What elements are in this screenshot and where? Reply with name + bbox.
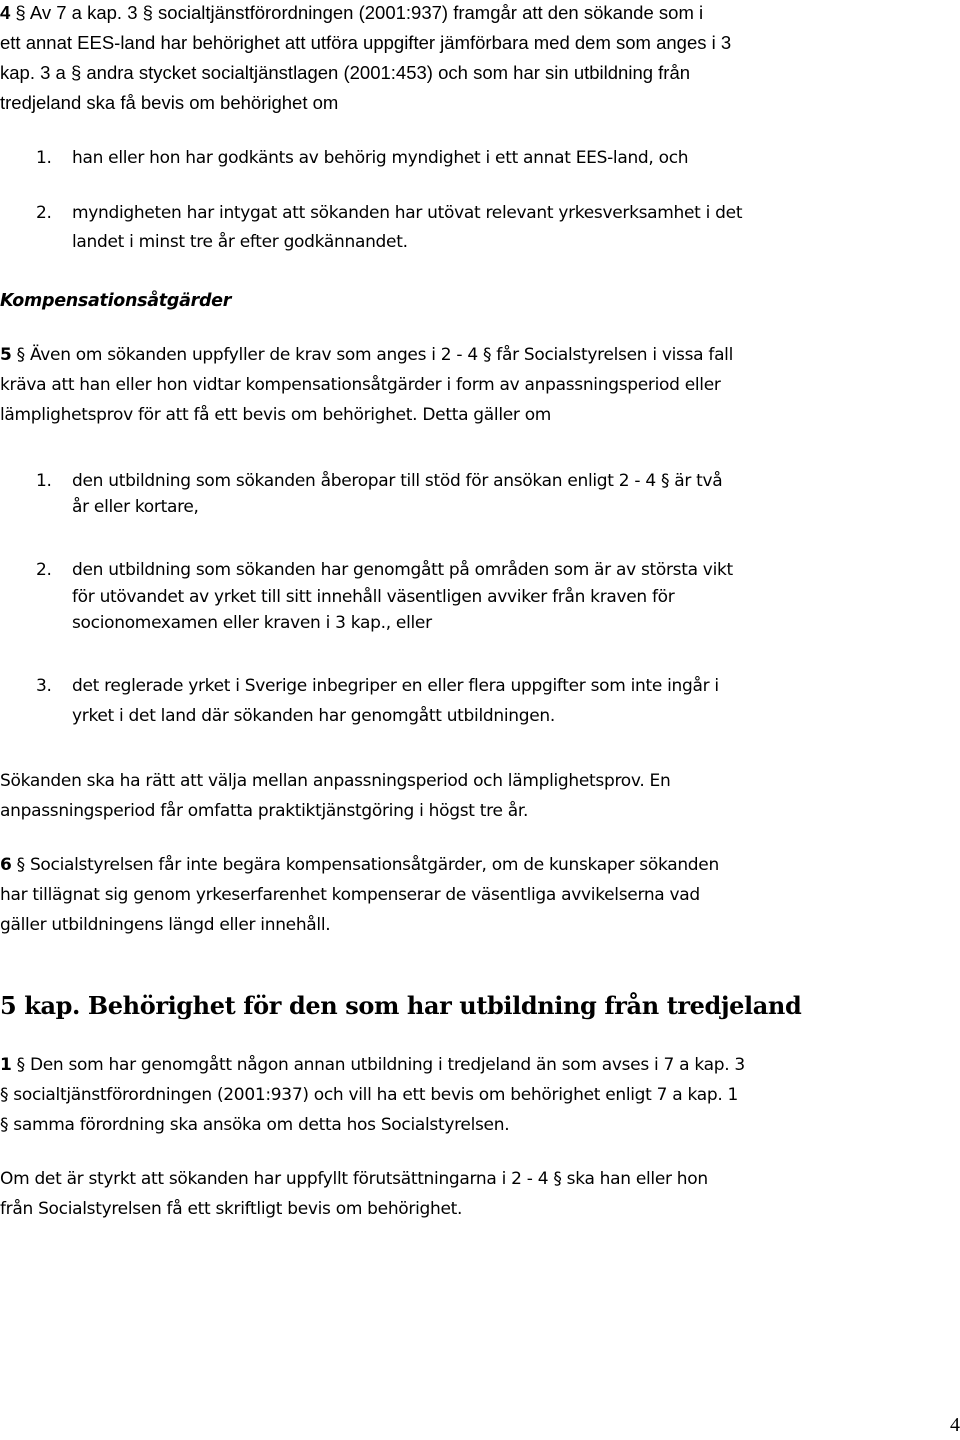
text-line: ett annat EES-land har behörighet att utföra uppgifter jämförbara med dem som anges i 3 — [0, 32, 732, 53]
text-line: från Socialstyrelsen få ett skriftligt bevis om behörighet. — [0, 1199, 463, 1219]
section-number: 5 — [0, 345, 12, 365]
text-line: har tillägnat sig genom yrkeserfarenhet kompenserar de väsentliga avvikelserna vad — [0, 885, 700, 905]
chapter-heading: 5 kap. Behörighet för den som har utbildning från tredjeland — [0, 991, 802, 1020]
text-line: kräva att han eller hon vidtar kompensationsåtgärder i form av anpassningsperiod eller — [0, 375, 721, 395]
section-number: 6 — [0, 855, 12, 875]
list-number: 1. — [36, 471, 52, 491]
text-line: han eller hon har godkänts av behörig myndighet i ett annat EES-land, och — [72, 148, 689, 168]
last-paragraph — [0, 1164, 800, 1224]
text-line: lämplighetsprov för att få ett bevis om behörighet. Detta gäller om — [0, 405, 552, 425]
text-line: 5 § Även om sökanden uppfyller de krav som anges i 2 - 4 § får Socialstyrelsen i vissa fall — [0, 345, 734, 365]
list-number: 1. — [36, 148, 52, 168]
text-line: yrket i det land där sökanden har genomgått utbildningen. — [72, 706, 555, 726]
text-line: kap. 3 a § andra stycket socialtjänstlagen (2001:453) och som har sin utbildning från — [0, 62, 691, 83]
paragraph-5 — [0, 340, 800, 430]
text-line: myndigheten har intygat att sökanden har utövat relevant yrkesverksamhet i det — [72, 203, 743, 223]
list-number: 2. — [36, 560, 52, 580]
text-line: den utbildning som sökanden har genomgått på områden som är av största vikt — [72, 560, 733, 580]
text-line: år eller kortare, — [72, 497, 199, 517]
text-line: för utövandet av yrket till sitt innehåll väsentligen avviker från kraven för — [72, 586, 675, 607]
paragraph-6 — [0, 850, 800, 940]
list-number: 2. — [36, 203, 52, 223]
text-line: 6 § Socialstyrelsen får inte begära kompensationsåtgärder, om de kunskaper sökanden — [0, 855, 719, 875]
text-line: Sökanden ska ha rätt att välja mellan anpassningsperiod och lämplighetsprov. En — [0, 771, 671, 791]
section-number: 4 — [0, 2, 11, 23]
text-line: § socialtjänstförordningen (2001:937) och vill ha ett bevis om behörighet enligt 7 a kap. 1 — [0, 1085, 739, 1105]
text-line: den utbildning som sökanden åberopar till stöd för ansökan enligt 2 - 4 § är två — [72, 471, 723, 491]
intro-paragraph — [0, 0, 800, 118]
paragraph-1 — [0, 1050, 800, 1140]
text-line: gäller utbildningens längd eller innehåll. — [0, 915, 331, 935]
section-heading: Kompensationsåtgärder — [0, 291, 232, 311]
text-line: det reglerade yrket i Sverige inbegriper en eller flera uppgifter som inte ingår i — [72, 676, 719, 696]
list-number: 3. — [36, 676, 52, 696]
text-line: § samma förordning ska ansöka om detta hos Socialstyrelsen. — [0, 1115, 510, 1135]
text-line: Om det är styrkt att sökanden har uppfyllt förutsättningarna i 2 - 4 § ska han eller hon — [0, 1169, 708, 1189]
text-line: 1 § Den som har genomgått någon annan utbildning i tredjeland än som avses i 7 a kap. 3 — [0, 1055, 745, 1075]
page-number: 4 — [950, 1414, 960, 1436]
text-line: socionomexamen eller kraven i 3 kap., eller — [72, 613, 432, 633]
text-line: 4 § Av 7 a kap. 3 § socialtjänstförordningen (2001:937) framgår att den sökande som i — [0, 2, 704, 23]
choice-paragraph — [0, 766, 800, 826]
text-line: landet i minst tre år efter godkännandet. — [72, 232, 408, 252]
section-number: 1 — [0, 1055, 12, 1075]
text-line: tredjeland ska få bevis om behörighet om — [0, 92, 339, 113]
text-line: anpassningsperiod får omfatta praktiktjänstgöring i högst tre år. — [0, 801, 529, 821]
